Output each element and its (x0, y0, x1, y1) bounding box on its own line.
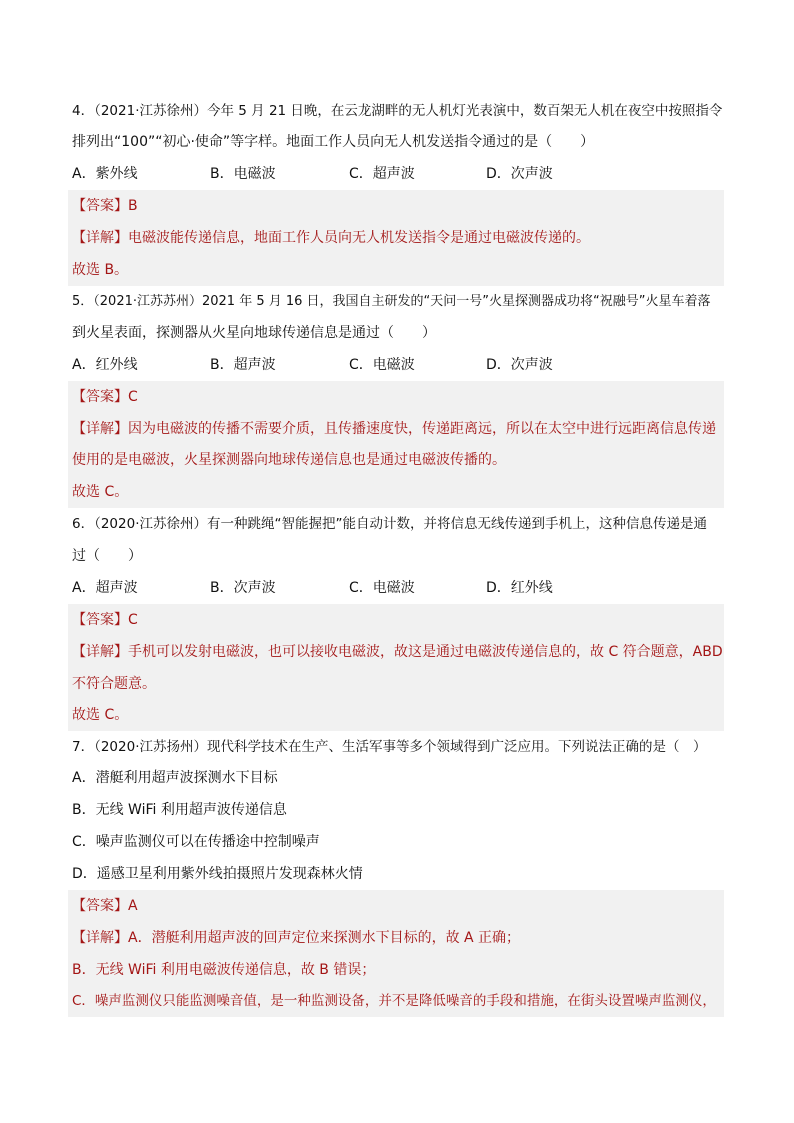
answer-value: A (128, 898, 138, 914)
q7-option-b: B．无线 WiFi 利用超声波传递信息 (72, 802, 287, 818)
q7-answer (72, 896, 138, 916)
q5-option-d: D．次声波 (486, 357, 553, 373)
answer-tag: 【答案】 (72, 198, 128, 214)
q7-option-c: C．噪声监测仪可以在传播途中控制噪声 (72, 834, 320, 850)
q6-option-d: D．红外线 (486, 580, 553, 596)
answer-tag: 【答案】 (72, 389, 128, 405)
explain-tag: 【详解】 (72, 930, 128, 946)
q6-explanation-line2: 不符合题意。 (72, 676, 156, 692)
explain-tag: 【详解】 (72, 644, 128, 660)
q4-option-a: A．紫外线 (72, 166, 138, 182)
q6-option-b: B．次声波 (210, 580, 276, 596)
q7-explanation-line2: B．无线 WiFi 利用电磁波传递信息，故 B 错误； (72, 962, 376, 978)
q4-option-d: D．次声波 (486, 166, 553, 182)
q5-option-a: A．红外线 (72, 357, 138, 373)
explain-text: 手机可以发射电磁波，也可以接收电磁波，故这是通过电磁波传递信息的，故 C 符合题意，ABD (128, 644, 723, 660)
q6-stem-line1: 6．（2020·江苏徐州）有一种跳绳“智能握把”能自动计数，并将信息无线传递到手机上，这种信息传递是通 (72, 516, 707, 532)
q7-stem: 7．（2020·江苏扬州）现代科学技术在生产、生活军事等多个领域得到广泛应用。下列说法正确的是（ ） (72, 739, 707, 755)
q5-answer-panel (68, 381, 724, 508)
q7-option-d: D．遥感卫星利用紫外线拍摄照片发现森林火情 (72, 866, 363, 882)
explain-text: 因为电磁波的传播不需要介质，且传播速度快，传递距离远，所以在太空中进行远距离信息传递 (128, 421, 716, 437)
q5-explanation-line2: 使用的是电磁波，火星探测器向地球传递信息也是通过电磁波传播的。 (72, 452, 506, 468)
answer-value: C (128, 612, 138, 628)
q6-answer (72, 610, 138, 630)
q7-option-a: A．潜艇利用超声波探测水下目标 (72, 770, 278, 786)
q4-explanation (72, 228, 590, 248)
q5-option-c: C．电磁波 (349, 357, 415, 373)
q6-answer-panel (68, 604, 724, 731)
q5-conclusion: 故选 C。 (72, 484, 129, 500)
answer-tag: 【答案】 (72, 898, 128, 914)
q4-option-c: C．超声波 (349, 166, 415, 182)
q6-option-c: C．电磁波 (349, 580, 415, 596)
explain-text: 电磁波能传递信息，地面工作人员向无人机发送指令是通过电磁波传递的。 (128, 230, 590, 246)
q5-answer (72, 387, 138, 407)
q5-stem-line2: 到火星表面，探测器从火星向地球传递信息是通过（ ） (72, 325, 436, 341)
q4-conclusion: 故选 B。 (72, 262, 129, 278)
q6-conclusion: 故选 C。 (72, 707, 129, 723)
q5-option-b: B．超声波 (210, 357, 276, 373)
q6-explanation-line1 (72, 642, 723, 662)
explain-tag: 【详解】 (72, 421, 128, 437)
q6-option-a: A．超声波 (72, 580, 138, 596)
q7-explanation-line3: C．噪声监测仪只能监测噪音值，是一种监测设备，并不是降低噪音的手段和措施，在街头设置噪声监测仪， (72, 993, 716, 1009)
q4-stem-line2: 排列出“100”“初心·使命”等字样。地面工作人员向无人机发送指令通过的是（ ） (72, 134, 595, 150)
q6-stem-line2: 过（ ） (72, 548, 142, 564)
explain-text: A．潜艇利用超声波的回声定位来探测水下目标的，故 A 正确； (128, 930, 521, 946)
answer-value: B (128, 198, 138, 214)
q5-stem-line1: 5．（2021·江苏苏州）2021 年 5 月 16 日，我国自主研发的“天问一号”火星探测器成功将“祝融号”火星车着落 (72, 294, 711, 309)
q4-option-b: B．电磁波 (210, 166, 276, 182)
answer-tag: 【答案】 (72, 612, 128, 628)
explain-tag: 【详解】 (72, 230, 128, 246)
q4-answer (72, 196, 138, 216)
q7-explanation-line1 (72, 928, 520, 948)
q4-stem-line1: 4．（2021·江苏徐州）今年 5 月 21 日晚，在云龙湖畔的无人机灯光表演中，数百架无人机在夜空中按照指令 (72, 103, 723, 119)
answer-value: C (128, 389, 138, 405)
q5-explanation-line1 (72, 419, 716, 439)
